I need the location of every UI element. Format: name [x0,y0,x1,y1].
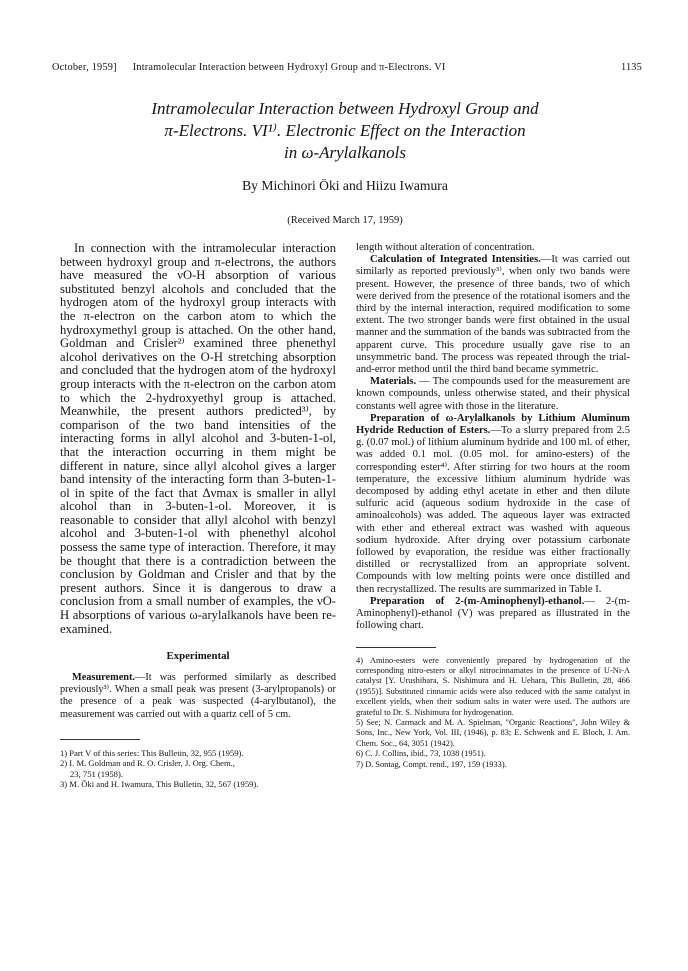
footnote-2-cont: 23, 751 (1958). [70,768,123,779]
left-column [60,242,336,790]
running-title: Intramolecular Interaction between Hydroxyl Group and π-Electrons. VI [132,62,446,73]
materials-text: — The compounds used for the measurement are known compounds, unless otherwise stated, and their physical constants well agree with those in the literature. [356,376,630,412]
header-left [52,62,445,73]
right-column [356,242,630,770]
footnote-1: 1) Part V of this series: This Bulletin, 32, 955 (1959). [60,747,244,758]
footnote-rule [60,739,140,740]
footnote-7: 7) D. Sontag, Compt. rend., 197, 159 (1933). [356,759,507,769]
title-line-3: in ω-Arylalkanols [283,143,406,162]
calculation-text: —It was carried out similarly as reported previously³⁾, when only two bands were present. However, the presence of three bands, two of which were derived from the presence of the rotational isomers and the third by the internal interaction, required modification to some extent. The two stronger bands were first obtained in the usual manner and the summation of the bands was subtracted from the apparent curve. This procedure usually gave rise to an unsymmetric band. The process was repeated through the trial-and-error method until the third band became symmetric. [356,254,630,376]
measurement-paragraph [60,672,336,720]
title-line-2: π-Electrons. VI¹⁾. Electronic Effect on the Interaction [164,121,526,140]
materials-heading: Materials. [370,376,417,388]
page-number: 1135 [620,62,642,73]
footnote-4: 4) Amino-esters were conveniently prepared by hydrogenation of the corresponding nitro-esters or alkyl nitrocinnamates in the presence of U-Ni-A catalyst [Y. Urushibara, S. Nishimura and H. Uehara, This Bulletin, 28, 466 (1955)]. Substituted cinnamic acids were also reduced with the same catalyst in excellent yields, when their sodium salts in water were used. The authors are grateful to Dr. S. Nishimura for hydrogenation. [356,655,630,717]
footnote-2: 2) I. M. Goldman and R. O. Crisler, J. Org. Chem., [60,758,235,769]
footnote-3: 3) M. Ōki and H. Iwamura, This Bulletin, 32, 567 (1959). [60,779,259,790]
preparation-paragraph-1 [356,413,630,596]
measurement-text: —It was performed similarly as described previously³⁾. When a small peak was present (3-arylpropanols) or the presence of a peak was suspected (4-arylbutanol), the measurement was carried out with a quartz cell of 5 cm. [60,672,336,720]
continuation-paragraph: length without alteration of concentration. [356,242,535,253]
calculation-heading: Calculation of Integrated Intensities. [370,254,541,266]
footnote-5: 5) See; N. Carmack and M. A. Spielman, "Organic Reactions", John Wiley & Sons, Inc., New York, Vol. III, (1946), p. 83; E. Schwenk and E. Bloch, J. Am. Chem. Soc., 64, 3051 (1942). [356,717,630,748]
preparation-heading-1: Preparation of ω-Arylalkanols by Lithium Aluminum Hydride Reduction of Esters. [356,412,630,437]
title-line-1: Intramolecular Interaction between Hydroxyl Group and [151,99,539,118]
author-line: By Michinori Ōki and Hiizu Iwamura [242,178,448,193]
preparation-text-1: —To a slurry prepared from 2.5 g. (0.07 mol.) of lithium aluminum hydride and 100 ml. of ether, was added 0.1 mol. (0.05 mol. for amino-esters) of the corresponding ester⁴⁾. After stirring for two hours at the room temperature, the excessive lithium aluminum hydride was decomposed by adding ethyl acetate in ether and then dilute sulfuric acid (aqueous sodium hydroxide in the case of aminoalcohols) was added. The aqueous layer was extracted with ether and ethereal extract was washed with aqueous sodium hydroxide. After drying over potassium carbonate followed by evaporation, the residue was either fractionally distilled or recrystallized from an appropriate solvent. Compounds with low melting points were once distilled and then recrystallized. The results are summarized in Table I. [356,425,630,595]
running-header [52,62,642,78]
materials-paragraph [356,376,630,413]
section-heading-experimental: Experimental [166,650,230,663]
article-title [60,98,630,164]
footnote-rule-right [356,647,436,648]
preparation-text-2: — 2-(m-Aminophenyl)-ethanol (V) was prepared as illustrated in the following chart. [356,595,630,632]
calculation-paragraph [356,254,630,376]
measurement-heading: Measurement. [72,672,136,684]
preparation-heading-2: Preparation of 2-(m-Aminophenyl)-ethanol. [370,595,585,607]
header-date: October, 1959] [52,62,117,73]
received-date: (Received March 17, 1959) [287,215,403,226]
preparation-paragraph-2 [356,596,630,633]
intro-paragraph: In connection with the intramolecular interaction between hydroxyl group and π-electrons, the authors have measured the νO-H absorption of various substituted benzyl alcohols and concluded that the hydrogen atom of the hydroxyl group interacts with the π-electron on the carbon atom to which the hydroxymethyl group is attached. On the other hand, Goldman and Crisler²⁾ examined three phenethyl alcohol derivatives on the O-H stretching absorption and concluded that the hydrogen atom of the hydroxyl group interacts with the π-electron on the carbon atom to which the 2-hydroxyethyl group is attached. Meanwhile, the present authors predicted³⁾, by comparison of the two band intensities of the interacting forms in allyl alcohol and 3-buten-1-ol, that the interaction occurring in them might be different in nature, since allyl alcohol gives a larger band intensity of the interacting form than 3-buten-1-ol in spite of the fact that Δνmax is smaller in allyl alcohol than in 3-buten-1-ol. Moreover, it is reasonable to consider that allyl alcohol with benzyl alcohol and 3-buten-1-ol with phenethyl alcohol possess the same type of interaction. Therefore, it may be thought that there is a contradiction between the conclusion by Goldman and Crisler and that by the present authors. Since it is dangerous to draw a conclusion from a small number of examples, the νO-H absorptions of various ω-arylalkanols have been re-examined. [60,241,336,636]
footnote-6: 6) C. J. Collins, ibid., 73, 1038 (1951). [356,749,486,759]
